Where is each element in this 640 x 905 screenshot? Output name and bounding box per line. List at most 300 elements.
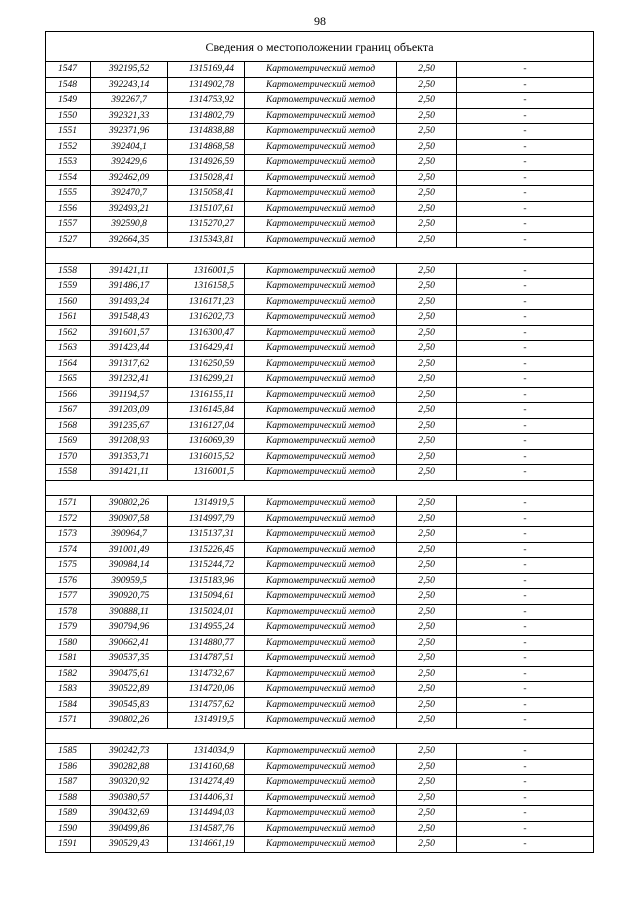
method-cell: Картометрический метод xyxy=(245,325,397,341)
method-cell: Картометрический метод xyxy=(245,821,397,837)
point-number: 1569 xyxy=(46,434,91,450)
y-coordinate: 1314787,51 xyxy=(168,651,245,667)
description-cell: - xyxy=(457,418,594,434)
point-number: 1549 xyxy=(46,93,91,109)
method-cell: Картометрический метод xyxy=(245,232,397,248)
description-cell: - xyxy=(457,713,594,729)
y-coordinate: 1314919,5 xyxy=(168,713,245,729)
description-cell: - xyxy=(457,821,594,837)
y-coordinate: 1315107,61 xyxy=(168,201,245,217)
y-coordinate: 1314926,59 xyxy=(168,155,245,171)
x-coordinate: 390907,58 xyxy=(91,511,168,527)
point-number: 1551 xyxy=(46,124,91,140)
y-coordinate: 1316145,84 xyxy=(168,403,245,419)
point-number: 1561 xyxy=(46,310,91,326)
table-row xyxy=(46,573,594,589)
point-number: 1563 xyxy=(46,341,91,357)
table-row xyxy=(46,62,594,78)
y-coordinate: 1316155,11 xyxy=(168,387,245,403)
point-number: 1553 xyxy=(46,155,91,171)
accuracy-cell: 2,50 xyxy=(397,620,457,636)
x-coordinate: 390282,88 xyxy=(91,759,168,775)
point-number: 1564 xyxy=(46,356,91,372)
x-coordinate: 390537,35 xyxy=(91,651,168,667)
x-coordinate: 391194,57 xyxy=(91,387,168,403)
x-coordinate: 391353,71 xyxy=(91,449,168,465)
method-cell: Картометрический метод xyxy=(245,139,397,155)
description-cell: - xyxy=(457,217,594,233)
x-coordinate: 391421,11 xyxy=(91,465,168,481)
method-cell: Картометрический метод xyxy=(245,790,397,806)
method-cell: Картометрический метод xyxy=(245,759,397,775)
x-coordinate: 392590,8 xyxy=(91,217,168,233)
separator-cell xyxy=(46,480,594,496)
description-cell: - xyxy=(457,465,594,481)
x-coordinate: 391493,24 xyxy=(91,294,168,310)
table-row xyxy=(46,511,594,527)
table-row xyxy=(46,666,594,682)
description-cell: - xyxy=(457,341,594,357)
x-coordinate: 392195,52 xyxy=(91,62,168,78)
method-cell: Картометрический метод xyxy=(245,263,397,279)
x-coordinate: 391486,17 xyxy=(91,279,168,295)
description-cell: - xyxy=(457,263,594,279)
description-cell: - xyxy=(457,294,594,310)
x-coordinate: 391423,44 xyxy=(91,341,168,357)
x-coordinate: 390545,83 xyxy=(91,697,168,713)
table-row xyxy=(46,279,594,295)
table-row xyxy=(46,372,594,388)
method-cell: Картометрический метод xyxy=(245,62,397,78)
method-cell: Картометрический метод xyxy=(245,713,397,729)
y-coordinate: 1315226,45 xyxy=(168,542,245,558)
point-number: 1578 xyxy=(46,604,91,620)
y-coordinate: 1316300,47 xyxy=(168,325,245,341)
table-row xyxy=(46,775,594,791)
table-row xyxy=(46,294,594,310)
accuracy-cell: 2,50 xyxy=(397,604,457,620)
description-cell: - xyxy=(457,434,594,450)
accuracy-cell: 2,50 xyxy=(397,325,457,341)
table-row xyxy=(46,651,594,667)
accuracy-cell: 2,50 xyxy=(397,155,457,171)
table-row xyxy=(46,620,594,636)
description-cell: - xyxy=(457,527,594,543)
x-coordinate: 392371,96 xyxy=(91,124,168,140)
y-coordinate: 1316001,5 xyxy=(168,465,245,481)
y-coordinate: 1316069,39 xyxy=(168,434,245,450)
x-coordinate: 390802,26 xyxy=(91,713,168,729)
table-row xyxy=(46,434,594,450)
y-coordinate: 1316015,52 xyxy=(168,449,245,465)
accuracy-cell: 2,50 xyxy=(397,217,457,233)
description-cell: - xyxy=(457,837,594,853)
accuracy-cell: 2,50 xyxy=(397,635,457,651)
x-coordinate: 390802,26 xyxy=(91,496,168,512)
x-coordinate: 392243,14 xyxy=(91,77,168,93)
description-cell: - xyxy=(457,806,594,822)
method-cell: Картометрический метод xyxy=(245,108,397,124)
table-row xyxy=(46,93,594,109)
method-cell: Картометрический метод xyxy=(245,558,397,574)
table-row xyxy=(46,837,594,853)
accuracy-cell: 2,50 xyxy=(397,93,457,109)
table-row xyxy=(46,155,594,171)
x-coordinate: 390920,75 xyxy=(91,589,168,605)
table-row xyxy=(46,325,594,341)
accuracy-cell: 2,50 xyxy=(397,682,457,698)
table-row xyxy=(46,139,594,155)
accuracy-cell: 2,50 xyxy=(397,449,457,465)
table-row xyxy=(46,449,594,465)
y-coordinate: 1314720,06 xyxy=(168,682,245,698)
boundary-coordinates-table xyxy=(45,31,594,853)
table-row xyxy=(46,465,594,481)
accuracy-cell: 2,50 xyxy=(397,387,457,403)
y-coordinate: 1315024,01 xyxy=(168,604,245,620)
description-cell: - xyxy=(457,635,594,651)
x-coordinate: 390984,14 xyxy=(91,558,168,574)
accuracy-cell: 2,50 xyxy=(397,697,457,713)
accuracy-cell: 2,50 xyxy=(397,263,457,279)
table-row xyxy=(46,310,594,326)
y-coordinate: 1316429,41 xyxy=(168,341,245,357)
method-cell: Картометрический метод xyxy=(245,527,397,543)
point-number: 1572 xyxy=(46,511,91,527)
point-number: 1555 xyxy=(46,186,91,202)
method-cell: Картометрический метод xyxy=(245,837,397,853)
point-number: 1588 xyxy=(46,790,91,806)
description-cell: - xyxy=(457,310,594,326)
y-coordinate: 1314902,78 xyxy=(168,77,245,93)
y-coordinate: 1314955,24 xyxy=(168,620,245,636)
point-number: 1587 xyxy=(46,775,91,791)
table-row xyxy=(46,232,594,248)
accuracy-cell: 2,50 xyxy=(397,77,457,93)
method-cell: Картометрический метод xyxy=(245,310,397,326)
point-number: 1566 xyxy=(46,387,91,403)
y-coordinate: 1315058,41 xyxy=(168,186,245,202)
method-cell: Картометрический метод xyxy=(245,403,397,419)
y-coordinate: 1314034,9 xyxy=(168,744,245,760)
point-number: 1579 xyxy=(46,620,91,636)
x-coordinate: 390242,73 xyxy=(91,744,168,760)
x-coordinate: 390522,89 xyxy=(91,682,168,698)
method-cell: Картометрический метод xyxy=(245,573,397,589)
accuracy-cell: 2,50 xyxy=(397,232,457,248)
x-coordinate: 392493,21 xyxy=(91,201,168,217)
x-coordinate: 391317,62 xyxy=(91,356,168,372)
y-coordinate: 1314880,77 xyxy=(168,635,245,651)
x-coordinate: 391001,49 xyxy=(91,542,168,558)
point-number: 1575 xyxy=(46,558,91,574)
point-number: 1547 xyxy=(46,62,91,78)
accuracy-cell: 2,50 xyxy=(397,775,457,791)
y-coordinate: 1314406,31 xyxy=(168,790,245,806)
x-coordinate: 391208,93 xyxy=(91,434,168,450)
point-number: 1580 xyxy=(46,635,91,651)
point-number: 1583 xyxy=(46,682,91,698)
x-coordinate: 392267,7 xyxy=(91,93,168,109)
accuracy-cell: 2,50 xyxy=(397,744,457,760)
table-row xyxy=(46,713,594,729)
x-coordinate: 390888,11 xyxy=(91,604,168,620)
description-cell: - xyxy=(457,573,594,589)
point-number: 1590 xyxy=(46,821,91,837)
point-number: 1527 xyxy=(46,232,91,248)
method-cell: Картометрический метод xyxy=(245,465,397,481)
accuracy-cell: 2,50 xyxy=(397,403,457,419)
table-row xyxy=(46,496,594,512)
description-cell: - xyxy=(457,77,594,93)
point-number: 1582 xyxy=(46,666,91,682)
point-number: 1557 xyxy=(46,217,91,233)
y-coordinate: 1314757,62 xyxy=(168,697,245,713)
y-coordinate: 1315270,27 xyxy=(168,217,245,233)
y-coordinate: 1315137,31 xyxy=(168,527,245,543)
point-number: 1548 xyxy=(46,77,91,93)
y-coordinate: 1314802,79 xyxy=(168,108,245,124)
method-cell: Картометрический метод xyxy=(245,775,397,791)
method-cell: Картометрический метод xyxy=(245,666,397,682)
method-cell: Картометрический метод xyxy=(245,620,397,636)
method-cell: Картометрический метод xyxy=(245,186,397,202)
table-row xyxy=(46,108,594,124)
point-number: 1581 xyxy=(46,651,91,667)
accuracy-cell: 2,50 xyxy=(397,465,457,481)
table-row xyxy=(46,542,594,558)
accuracy-cell: 2,50 xyxy=(397,124,457,140)
table-row xyxy=(46,759,594,775)
accuracy-cell: 2,50 xyxy=(397,294,457,310)
description-cell: - xyxy=(457,170,594,186)
point-number: 1558 xyxy=(46,263,91,279)
method-cell: Картометрический метод xyxy=(245,279,397,295)
accuracy-cell: 2,50 xyxy=(397,542,457,558)
point-number: 1554 xyxy=(46,170,91,186)
table-row xyxy=(46,744,594,760)
page-number: 98 xyxy=(314,14,326,28)
description-cell: - xyxy=(457,403,594,419)
description-cell: - xyxy=(457,93,594,109)
y-coordinate: 1316202,73 xyxy=(168,310,245,326)
x-coordinate: 390959,5 xyxy=(91,573,168,589)
accuracy-cell: 2,50 xyxy=(397,186,457,202)
x-coordinate: 391421,11 xyxy=(91,263,168,279)
y-coordinate: 1316299,21 xyxy=(168,372,245,388)
table-title: Сведения о местоположении границ объекта xyxy=(46,32,594,62)
method-cell: Картометрический метод xyxy=(245,449,397,465)
y-coordinate: 1314274,49 xyxy=(168,775,245,791)
method-cell: Картометрический метод xyxy=(245,651,397,667)
method-cell: Картометрический метод xyxy=(245,387,397,403)
description-cell: - xyxy=(457,279,594,295)
y-coordinate: 1316158,5 xyxy=(168,279,245,295)
method-cell: Картометрический метод xyxy=(245,356,397,372)
x-coordinate: 390432,69 xyxy=(91,806,168,822)
point-number: 1562 xyxy=(46,325,91,341)
method-cell: Картометрический метод xyxy=(245,124,397,140)
point-number: 1585 xyxy=(46,744,91,760)
group-separator-row xyxy=(46,248,594,264)
x-coordinate: 390794,96 xyxy=(91,620,168,636)
accuracy-cell: 2,50 xyxy=(397,759,457,775)
description-cell: - xyxy=(457,387,594,403)
y-coordinate: 1315169,44 xyxy=(168,62,245,78)
table-row xyxy=(46,682,594,698)
accuracy-cell: 2,50 xyxy=(397,279,457,295)
point-number: 1586 xyxy=(46,759,91,775)
method-cell: Картометрический метод xyxy=(245,372,397,388)
point-number: 1570 xyxy=(46,449,91,465)
table-row xyxy=(46,790,594,806)
y-coordinate: 1314868,58 xyxy=(168,139,245,155)
point-number: 1552 xyxy=(46,139,91,155)
method-cell: Картометрический метод xyxy=(245,496,397,512)
table-row xyxy=(46,558,594,574)
method-cell: Картометрический метод xyxy=(245,170,397,186)
y-coordinate: 1314753,92 xyxy=(168,93,245,109)
accuracy-cell: 2,50 xyxy=(397,806,457,822)
table-row xyxy=(46,403,594,419)
x-coordinate: 391235,67 xyxy=(91,418,168,434)
table-row xyxy=(46,418,594,434)
point-number: 1556 xyxy=(46,201,91,217)
description-cell: - xyxy=(457,62,594,78)
accuracy-cell: 2,50 xyxy=(397,837,457,853)
point-number: 1577 xyxy=(46,589,91,605)
table-row xyxy=(46,806,594,822)
accuracy-cell: 2,50 xyxy=(397,139,457,155)
point-number: 1568 xyxy=(46,418,91,434)
x-coordinate: 391601,57 xyxy=(91,325,168,341)
table-row xyxy=(46,635,594,651)
point-number: 1558 xyxy=(46,465,91,481)
description-cell: - xyxy=(457,604,594,620)
y-coordinate: 1314494,03 xyxy=(168,806,245,822)
description-cell: - xyxy=(457,496,594,512)
point-number: 1571 xyxy=(46,496,91,512)
accuracy-cell: 2,50 xyxy=(397,573,457,589)
x-coordinate: 392462,09 xyxy=(91,170,168,186)
description-cell: - xyxy=(457,139,594,155)
description-cell: - xyxy=(457,155,594,171)
y-coordinate: 1316127,04 xyxy=(168,418,245,434)
method-cell: Картометрический метод xyxy=(245,155,397,171)
group-separator-row xyxy=(46,728,594,744)
description-cell: - xyxy=(457,201,594,217)
method-cell: Картометрический метод xyxy=(245,418,397,434)
x-coordinate: 390475,61 xyxy=(91,666,168,682)
method-cell: Картометрический метод xyxy=(245,589,397,605)
table-row xyxy=(46,356,594,372)
x-coordinate: 390529,43 xyxy=(91,837,168,853)
y-coordinate: 1316250,59 xyxy=(168,356,245,372)
group-separator-row xyxy=(46,480,594,496)
table-row xyxy=(46,201,594,217)
accuracy-cell: 2,50 xyxy=(397,558,457,574)
description-cell: - xyxy=(457,558,594,574)
description-cell: - xyxy=(457,511,594,527)
x-coordinate: 392429,6 xyxy=(91,155,168,171)
y-coordinate: 1314838,88 xyxy=(168,124,245,140)
y-coordinate: 1314587,76 xyxy=(168,821,245,837)
description-cell: - xyxy=(457,186,594,202)
point-number: 1571 xyxy=(46,713,91,729)
method-cell: Картометрический метод xyxy=(245,93,397,109)
accuracy-cell: 2,50 xyxy=(397,310,457,326)
accuracy-cell: 2,50 xyxy=(397,62,457,78)
accuracy-cell: 2,50 xyxy=(397,527,457,543)
y-coordinate: 1314919,5 xyxy=(168,496,245,512)
x-coordinate: 390964,7 xyxy=(91,527,168,543)
method-cell: Картометрический метод xyxy=(245,341,397,357)
accuracy-cell: 2,50 xyxy=(397,434,457,450)
accuracy-cell: 2,50 xyxy=(397,170,457,186)
x-coordinate: 392470,7 xyxy=(91,186,168,202)
x-coordinate: 392321,33 xyxy=(91,108,168,124)
x-coordinate: 392404,1 xyxy=(91,139,168,155)
x-coordinate: 391203,09 xyxy=(91,403,168,419)
y-coordinate: 1314661,19 xyxy=(168,837,245,853)
description-cell: - xyxy=(457,620,594,636)
description-cell: - xyxy=(457,542,594,558)
x-coordinate: 390499,86 xyxy=(91,821,168,837)
separator-cell xyxy=(46,728,594,744)
description-cell: - xyxy=(457,666,594,682)
table-row xyxy=(46,604,594,620)
point-number: 1559 xyxy=(46,279,91,295)
x-coordinate: 392664,35 xyxy=(91,232,168,248)
method-cell: Картометрический метод xyxy=(245,434,397,450)
table-row xyxy=(46,387,594,403)
method-cell: Картометрический метод xyxy=(245,77,397,93)
description-cell: - xyxy=(457,232,594,248)
point-number: 1576 xyxy=(46,573,91,589)
x-coordinate: 391232,41 xyxy=(91,372,168,388)
table-row xyxy=(46,170,594,186)
description-cell: - xyxy=(457,589,594,605)
y-coordinate: 1315244,72 xyxy=(168,558,245,574)
accuracy-cell: 2,50 xyxy=(397,496,457,512)
point-number: 1589 xyxy=(46,806,91,822)
table-row xyxy=(46,217,594,233)
table-row xyxy=(46,821,594,837)
accuracy-cell: 2,50 xyxy=(397,713,457,729)
point-number: 1573 xyxy=(46,527,91,543)
x-coordinate: 391548,43 xyxy=(91,310,168,326)
table-row xyxy=(46,124,594,140)
method-cell: Картометрический метод xyxy=(245,697,397,713)
accuracy-cell: 2,50 xyxy=(397,372,457,388)
description-cell: - xyxy=(457,325,594,341)
description-cell: - xyxy=(457,651,594,667)
description-cell: - xyxy=(457,372,594,388)
table-header-row xyxy=(46,32,594,62)
accuracy-cell: 2,50 xyxy=(397,108,457,124)
y-coordinate: 1315343,81 xyxy=(168,232,245,248)
accuracy-cell: 2,50 xyxy=(397,589,457,605)
point-number: 1584 xyxy=(46,697,91,713)
description-cell: - xyxy=(457,744,594,760)
description-cell: - xyxy=(457,775,594,791)
accuracy-cell: 2,50 xyxy=(397,341,457,357)
accuracy-cell: 2,50 xyxy=(397,511,457,527)
description-cell: - xyxy=(457,124,594,140)
point-number: 1567 xyxy=(46,403,91,419)
method-cell: Картометрический метод xyxy=(245,635,397,651)
y-coordinate: 1314160,68 xyxy=(168,759,245,775)
